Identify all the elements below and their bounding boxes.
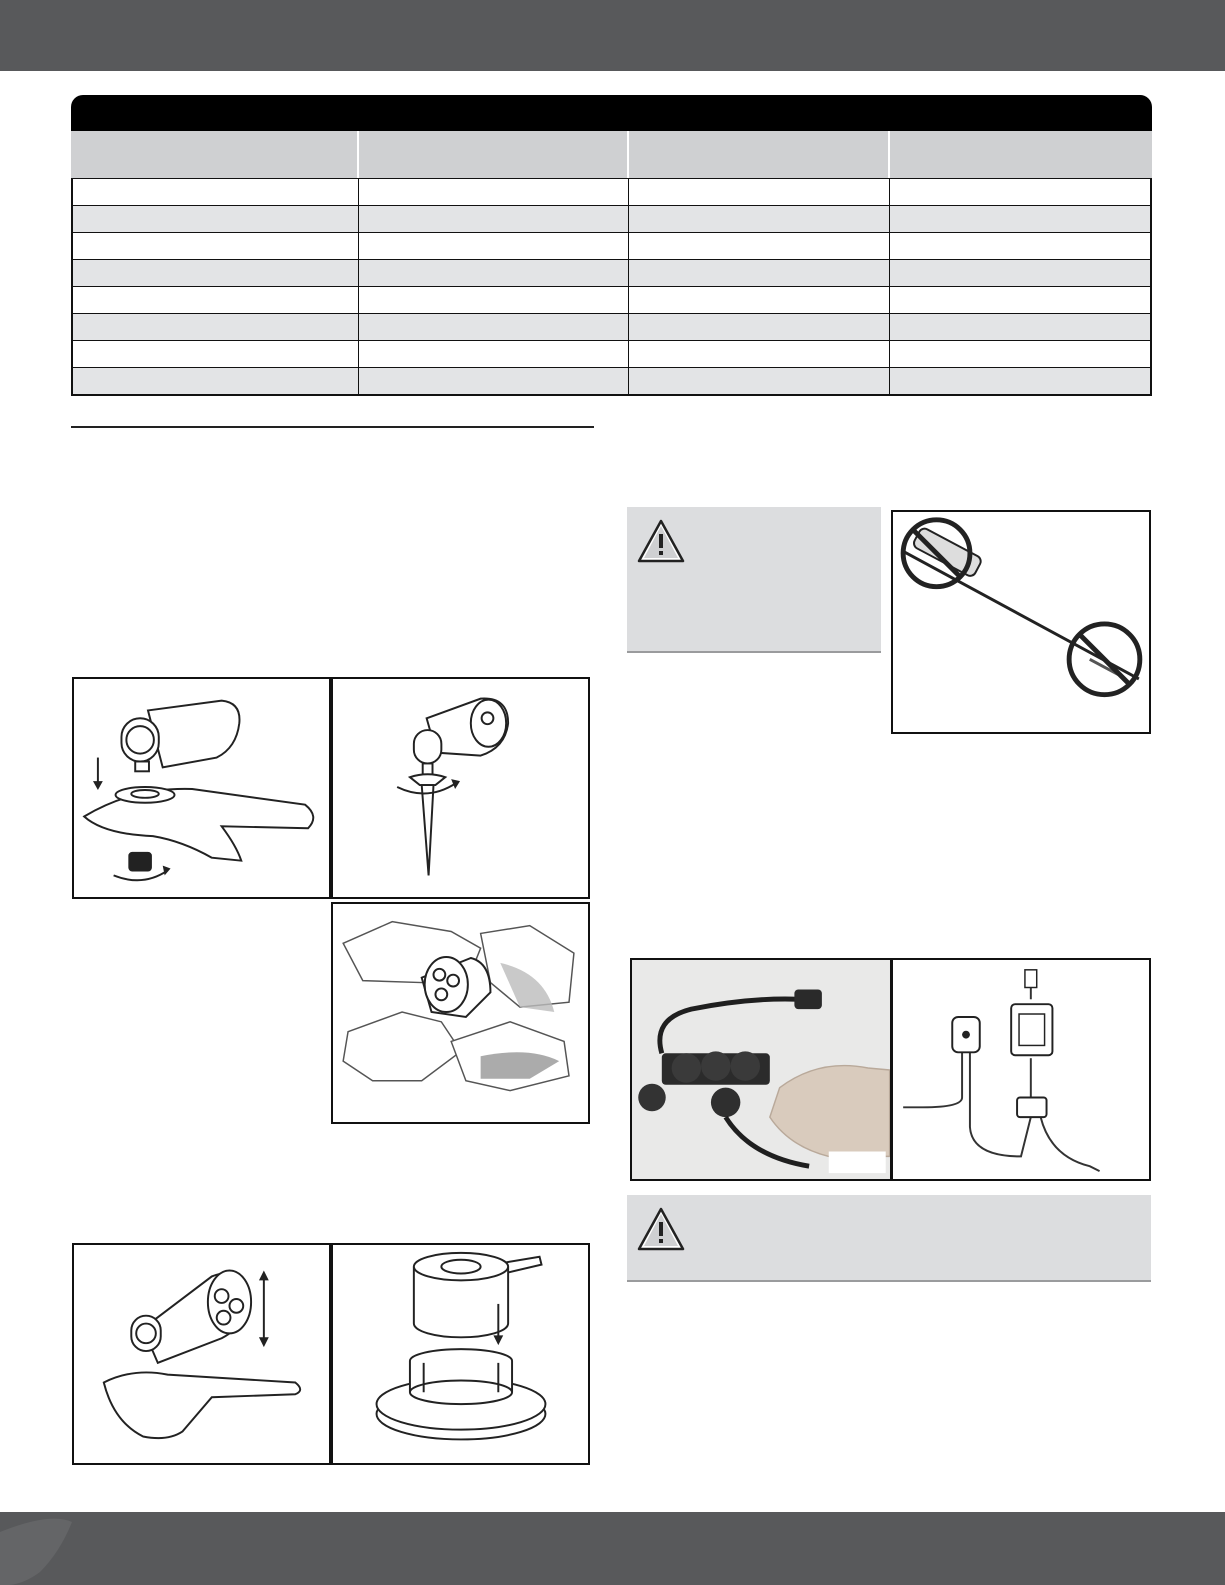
- ring-mount-figure: [331, 1243, 590, 1465]
- table-row: [73, 286, 1150, 313]
- table-cell: [73, 179, 359, 205]
- leaf-icon: [0, 1512, 75, 1585]
- table-cell: [890, 260, 1152, 286]
- table-cell: [629, 206, 890, 232]
- footer-bar: [0, 1512, 1225, 1585]
- table-cell: [890, 314, 1152, 340]
- table-cell: [359, 341, 629, 367]
- table-row: [73, 367, 1150, 394]
- table-cell: [890, 368, 1152, 394]
- table-cell: [890, 179, 1152, 205]
- table-cell: [73, 233, 359, 259]
- wiring-diagram-figure: [891, 958, 1151, 1181]
- table-cell: [890, 287, 1152, 313]
- table-row: [73, 205, 1150, 232]
- table-row: [73, 259, 1150, 286]
- tilt-adjust-figure: [72, 1243, 331, 1465]
- table-cell: [73, 260, 359, 286]
- rock-placement-drawing: [333, 904, 588, 1122]
- base-mount-drawing: [74, 679, 329, 897]
- light-on-stake-figure: [331, 677, 590, 899]
- table-cell: [629, 368, 890, 394]
- table-cell: [359, 314, 629, 340]
- column-header: [71, 131, 359, 178]
- spec-table-title-bar: [71, 95, 1152, 131]
- table-cell: [73, 287, 359, 313]
- table-cell: [629, 314, 890, 340]
- table-row: [73, 178, 1150, 205]
- connector-photo-figure: [630, 958, 892, 1181]
- warning-box-cable: [627, 507, 881, 653]
- column-header: [359, 131, 629, 178]
- connector-photo-drawing: [632, 960, 890, 1179]
- column-header: [629, 131, 890, 178]
- table-cell: [73, 368, 359, 394]
- table-cell: [629, 341, 890, 367]
- tilt-adjust-drawing: [74, 1245, 329, 1463]
- spec-table: [71, 95, 1152, 396]
- column-header: [890, 131, 1152, 178]
- table-cell: [629, 233, 890, 259]
- warning-triangle-icon: [637, 1207, 685, 1251]
- cable-warning-drawing: [893, 512, 1149, 732]
- table-cell: [890, 341, 1152, 367]
- do-not-cut-cable-figure: [891, 510, 1151, 734]
- header-bar: [0, 0, 1225, 71]
- table-cell: [359, 287, 629, 313]
- table-cell: [73, 206, 359, 232]
- table-row: [73, 232, 1150, 259]
- table-cell: [73, 314, 359, 340]
- wiring-diagram-drawing: [893, 960, 1149, 1179]
- table-cell: [359, 179, 629, 205]
- spec-table-column-headers: [71, 131, 1152, 178]
- warning-triangle-icon: [637, 519, 685, 563]
- table-cell: [890, 233, 1152, 259]
- stake-mount-drawing: [333, 679, 588, 897]
- table-cell: [73, 341, 359, 367]
- table-cell: [890, 206, 1152, 232]
- table-row: [73, 340, 1150, 367]
- table-cell: [359, 233, 629, 259]
- table-cell: [359, 260, 629, 286]
- section-divider: [71, 426, 594, 428]
- table-cell: [629, 287, 890, 313]
- spec-table-body: [71, 178, 1152, 396]
- table-cell: [359, 206, 629, 232]
- table-cell: [359, 368, 629, 394]
- table-row: [73, 313, 1150, 340]
- table-cell: [629, 260, 890, 286]
- light-on-base-figure: [72, 677, 331, 899]
- prohibited-icon: [1069, 624, 1140, 695]
- ring-mount-drawing: [333, 1245, 588, 1463]
- warning-box-power: [627, 1195, 1151, 1282]
- light-between-rocks-figure: [331, 902, 590, 1124]
- table-cell: [629, 179, 890, 205]
